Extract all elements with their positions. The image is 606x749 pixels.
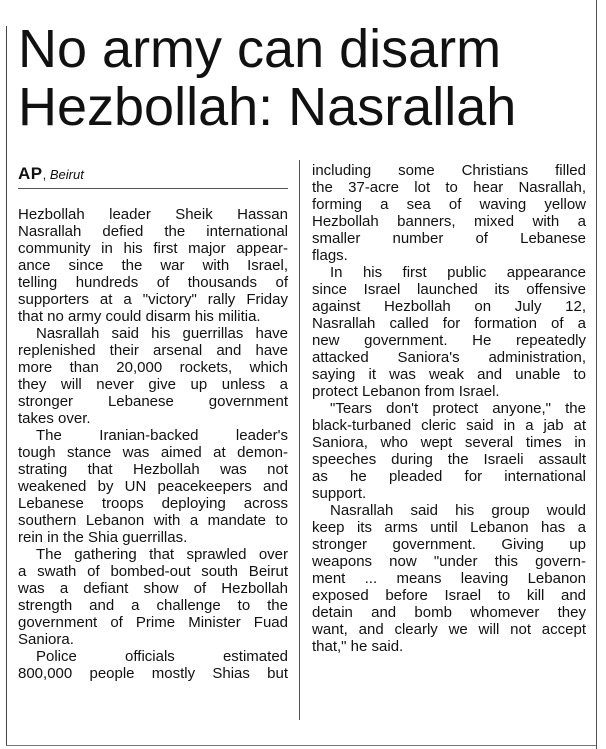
body-line: community in his first major appear-	[18, 240, 288, 257]
byline-agency: AP	[18, 164, 43, 183]
headline-line-2: Hezbollah: Nasrallah	[18, 77, 517, 137]
body-line: since Israel launched its offensive	[312, 281, 586, 298]
body-line: stronger government. Giving up	[312, 536, 586, 553]
body-line: saying it was weak and unable to	[312, 366, 586, 383]
body-line: more than 20,000 rockets, which	[18, 359, 288, 376]
body-line: Saniora, who wept several times in	[312, 434, 586, 451]
body-line: takes over.	[18, 410, 91, 427]
body-line: new government. He repeatedly	[312, 332, 586, 349]
body-line: forming a sea of waving yellow	[312, 196, 586, 213]
body-line: Nasrallah said his group would	[330, 502, 586, 519]
body-line: speeches during the Israeli assault	[312, 451, 586, 468]
body-line: detain and bomb whomever they	[312, 604, 586, 621]
byline-city: Beirut	[49, 167, 84, 182]
body-line: strating that Hezbollah was not	[18, 461, 288, 478]
column-frame-bottom	[6, 745, 596, 746]
body-line: Police officials estimated	[36, 648, 288, 665]
body-line: supporters at a "victory" rally Friday	[18, 291, 288, 308]
body-line: flags.	[312, 247, 348, 264]
body-line: government of Prime Minister Fuad	[18, 614, 288, 631]
body-line: strength and a challenge to the	[18, 597, 288, 614]
column-frame-right	[596, 0, 597, 749]
body-line: as he pleaded for international	[312, 468, 586, 485]
body-line: In his first public appearance	[330, 264, 586, 281]
body-line: black-turbaned cleric said in a jab at	[312, 417, 586, 434]
article-headline	[18, 20, 594, 136]
byline	[18, 162, 288, 186]
body-line: that," he said.	[312, 638, 404, 655]
body-line: stronger Lebanese government	[18, 393, 288, 410]
body-line: replenished their arsenal and have	[18, 342, 288, 359]
column-divider	[299, 160, 300, 720]
body-line: exposed before Israel to kill and	[312, 587, 586, 604]
body-line: including some Christians filled	[312, 162, 586, 179]
body-line: telling hundreds of thousands of	[18, 274, 288, 291]
body-line: The Iranian-backed leader's	[36, 427, 288, 444]
body-line: smaller number of Lebanese	[312, 230, 586, 247]
headline-line-1: No army can disarm	[18, 19, 502, 79]
body-line: tough stance was aimed at demon-	[18, 444, 288, 461]
body-line: protect Lebanon from Israel.	[312, 383, 500, 400]
body-line: 800,000 people mostly Shias but	[18, 665, 288, 682]
body-line: weakened by UN peacekeepers and	[18, 478, 288, 495]
body-line: they will never give up unless a	[18, 376, 288, 393]
body-line: ment ... means leaving Lebanon	[312, 570, 586, 587]
body-line: was a defiant show of Hezbollah	[18, 580, 288, 597]
body-line: southern Lebanon with a mandate to	[18, 512, 288, 529]
body-line: rein in the Shia guerrillas.	[18, 529, 188, 546]
body-line: want, and clearly we will not accept	[312, 621, 586, 638]
body-line: ance since the war with Israel,	[18, 257, 288, 274]
body-line: attacked Saniora's administration,	[312, 349, 586, 366]
body-line: support.	[312, 485, 367, 502]
body-line: Saniora.	[18, 631, 74, 648]
body-line: the 37-acre lot to hear Nasrallah,	[312, 179, 586, 196]
body-line: Hezbollah banners, mixed with a	[312, 213, 586, 230]
body-line: Hezbollah leader Sheik Hassan	[18, 206, 288, 223]
column-frame-left	[6, 26, 7, 746]
body-line: a swath of bombed-out south Beirut	[18, 563, 288, 580]
body-line: against Hezbollah on July 12,	[312, 298, 586, 315]
body-line: Lebanese troops deploying across	[18, 495, 288, 512]
body-line: "Tears don't protect anyone," the	[330, 400, 586, 417]
body-line: keep its arms until Lebanon has a	[312, 519, 586, 536]
body-line: that no army could disarm his militia.	[18, 308, 261, 325]
body-line: weapons now "under this govern-	[312, 553, 586, 570]
body-line: Nasrallah defied the international	[18, 223, 288, 240]
body-line: Nasrallah said his guerrillas have	[36, 325, 288, 342]
byline-rule	[18, 188, 288, 189]
body-line: The gathering that sprawled over	[36, 546, 288, 563]
byline-separator: ,	[42, 167, 50, 182]
body-line: Nasrallah called for formation of a	[312, 315, 586, 332]
